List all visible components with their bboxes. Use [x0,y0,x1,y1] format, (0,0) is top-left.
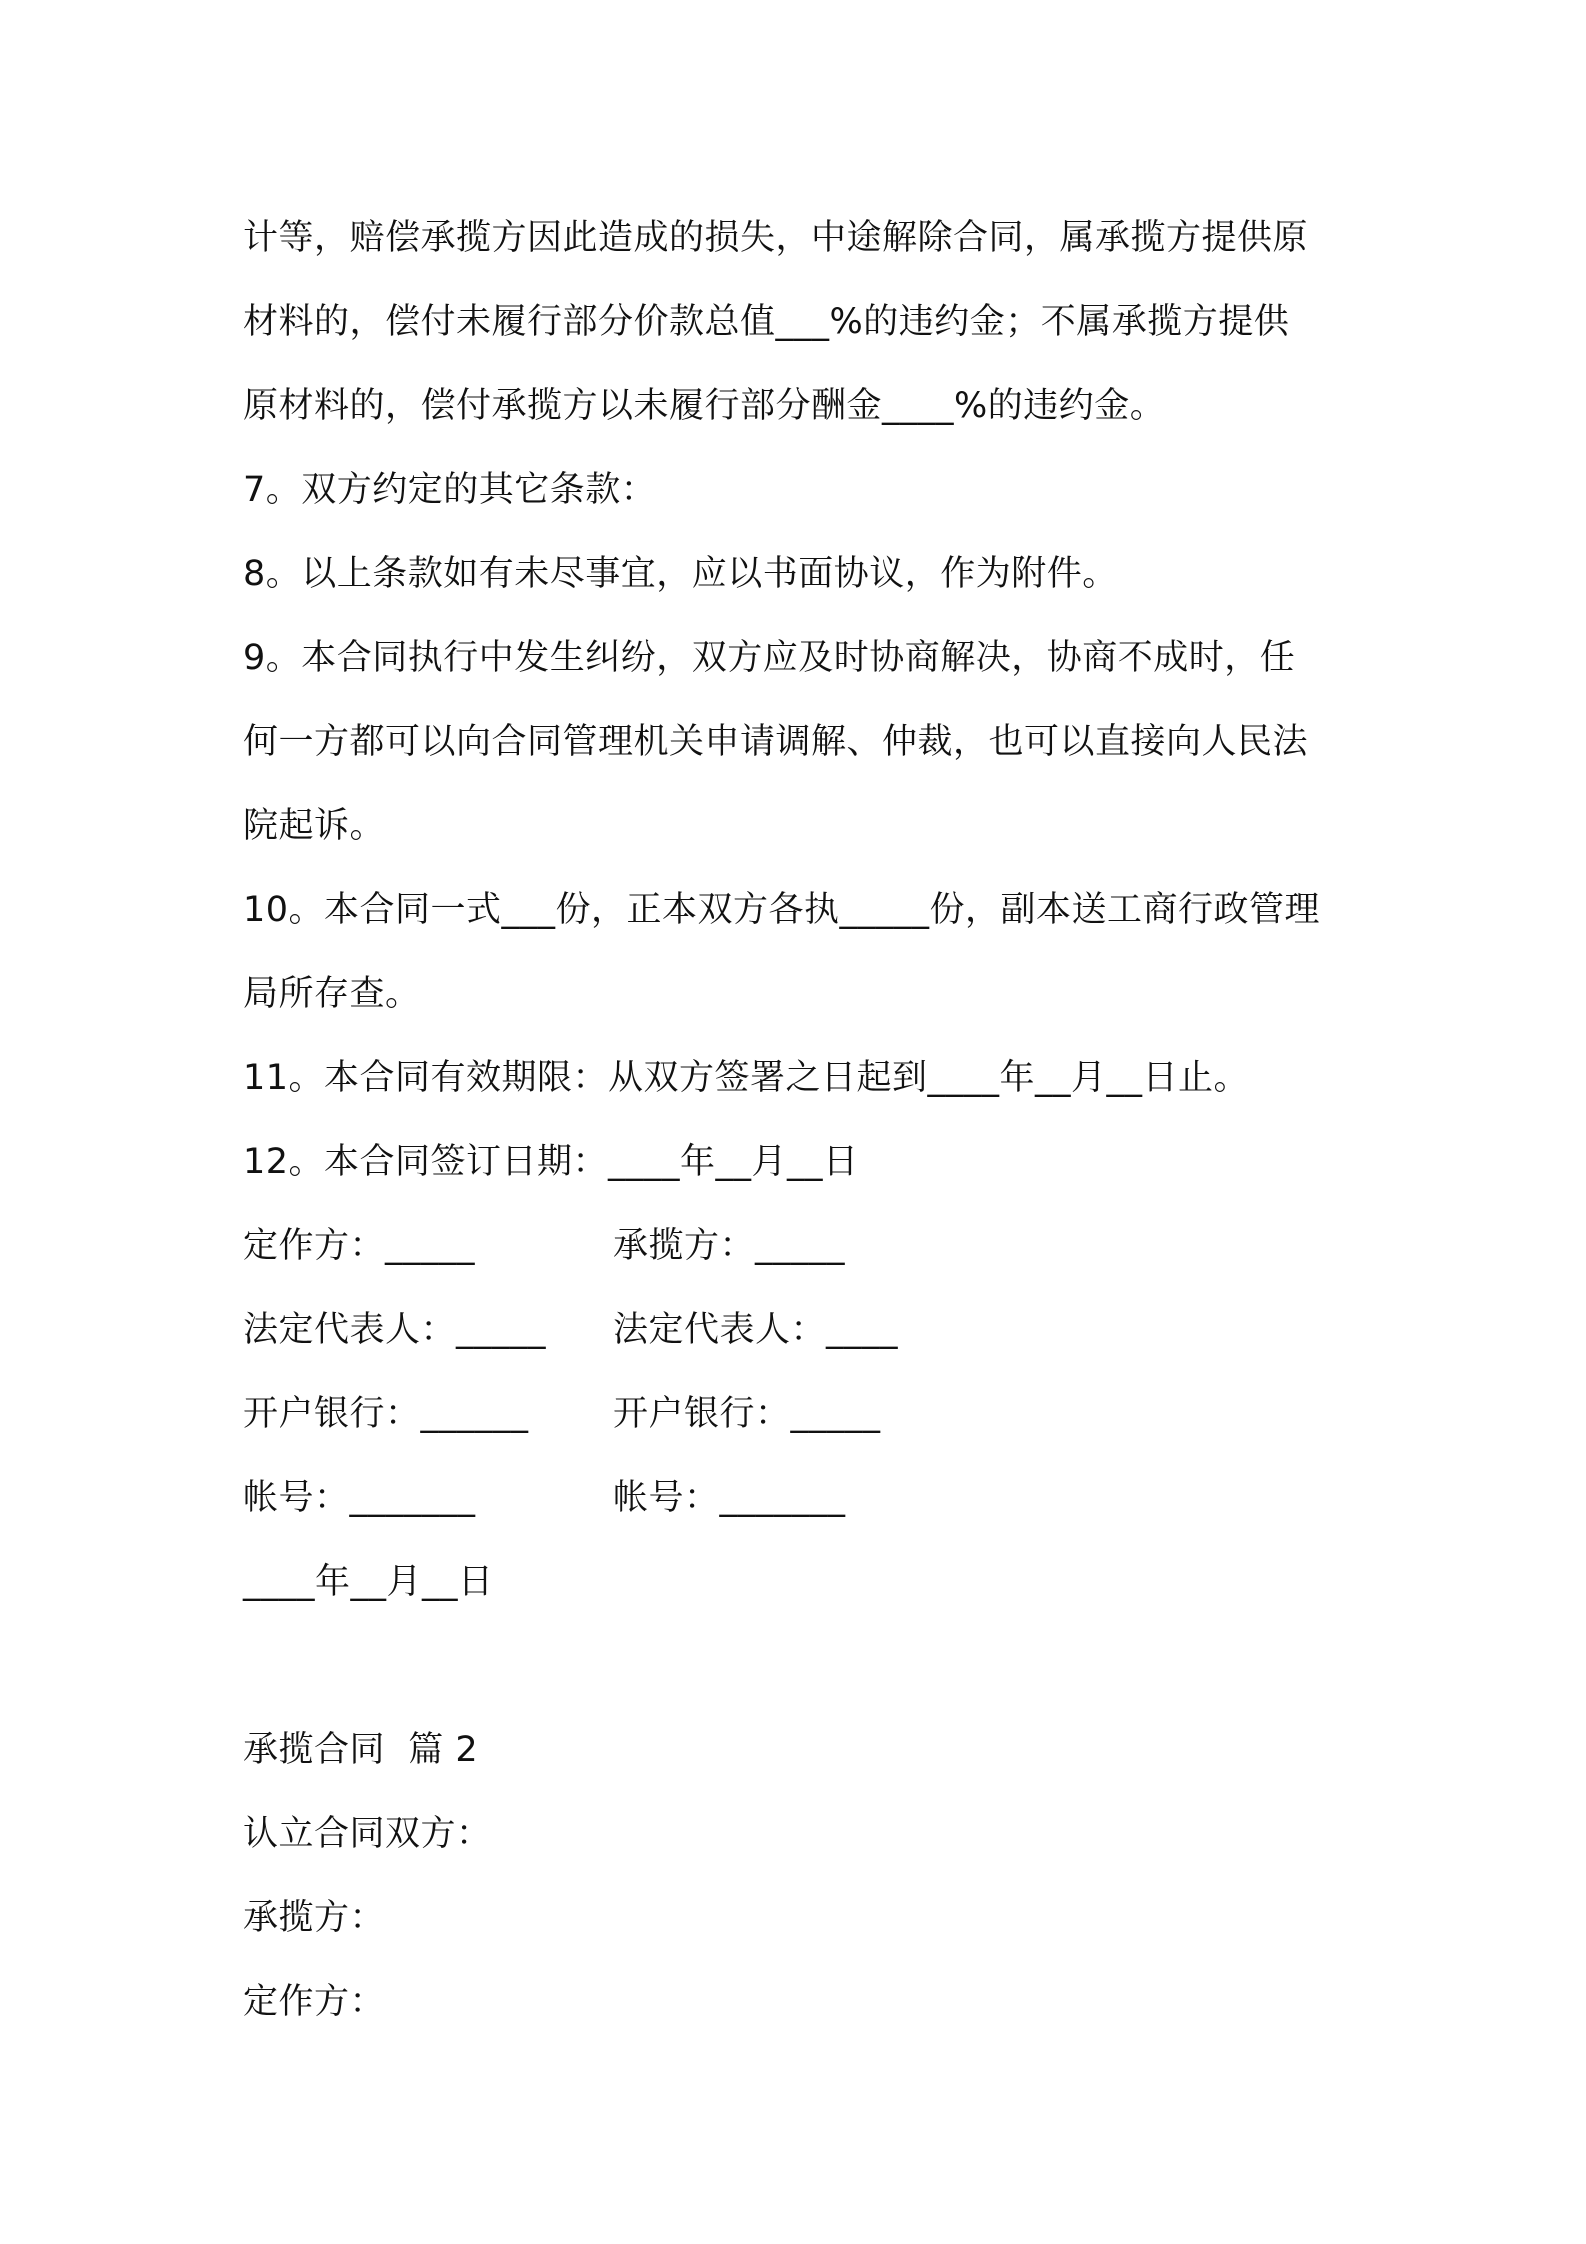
clause-11: 11。本合同有效期限：从双方签署之日起到____年__月__日止。 [243,1058,1250,1098]
signature-left: 定作方：_____ [243,1226,476,1266]
clause-9-cont: 院起诉。 [243,806,386,846]
paragraph-line: 材料的，偿付未履行部分价款总值___%的违约金；不属承揽方提供 [243,302,1290,342]
clause-10: 10。本合同一式___份，正本双方各执_____份，副本送工商行政管理 [243,890,1321,930]
document-body [243,196,1363,2044]
section-2-title: 承揽合同 篇 2 [243,1730,479,1770]
paragraph-line: 计等，赔偿承揽方因此造成的损失，中途解除合同，属承揽方提供原 [243,218,1309,258]
signature-left: 法定代表人：_____ [243,1310,547,1350]
section-2-line: 定作方： [243,1982,386,2022]
clause-7: 7。双方约定的其它条款： [243,470,657,510]
signature-row-bank [243,1372,1363,1456]
section-2-line: 承揽方： [243,1898,386,1938]
clause-10-cont: 局所存查。 [243,974,421,1014]
signature-row-party [243,1204,1363,1288]
signature-right: 帐号：_______ [613,1478,846,1518]
section-spacer [243,1624,1363,1708]
signature-row-account [243,1456,1363,1540]
signature-right: 承揽方：_____ [613,1226,846,1266]
signature-left: 帐号：_______ [243,1478,476,1518]
signature-date: ____年__月__日 [243,1562,494,1602]
paragraph-line: 原材料的，偿付承揽方以未履行部分酬金____%的违约金。 [243,386,1166,426]
clause-8: 8。以上条款如有未尽事宜，应以书面协议，作为附件。 [243,554,1118,594]
signature-left: 开户银行：______ [243,1394,529,1434]
section-2-line: 认立合同双方： [243,1814,492,1854]
clause-9: 9。本合同执行中发生纠纷，双方应及时协商解决，协商不成时，任 [243,638,1296,678]
signature-right: 开户银行：_____ [613,1394,881,1434]
signature-row-representative [243,1288,1363,1372]
signature-right: 法定代表人：____ [613,1310,899,1350]
clause-12: 12。本合同签订日期：____年__月__日 [243,1142,859,1182]
clause-9-cont: 何一方都可以向合同管理机关申请调解、仲裁，也可以直接向人民法 [243,722,1309,762]
